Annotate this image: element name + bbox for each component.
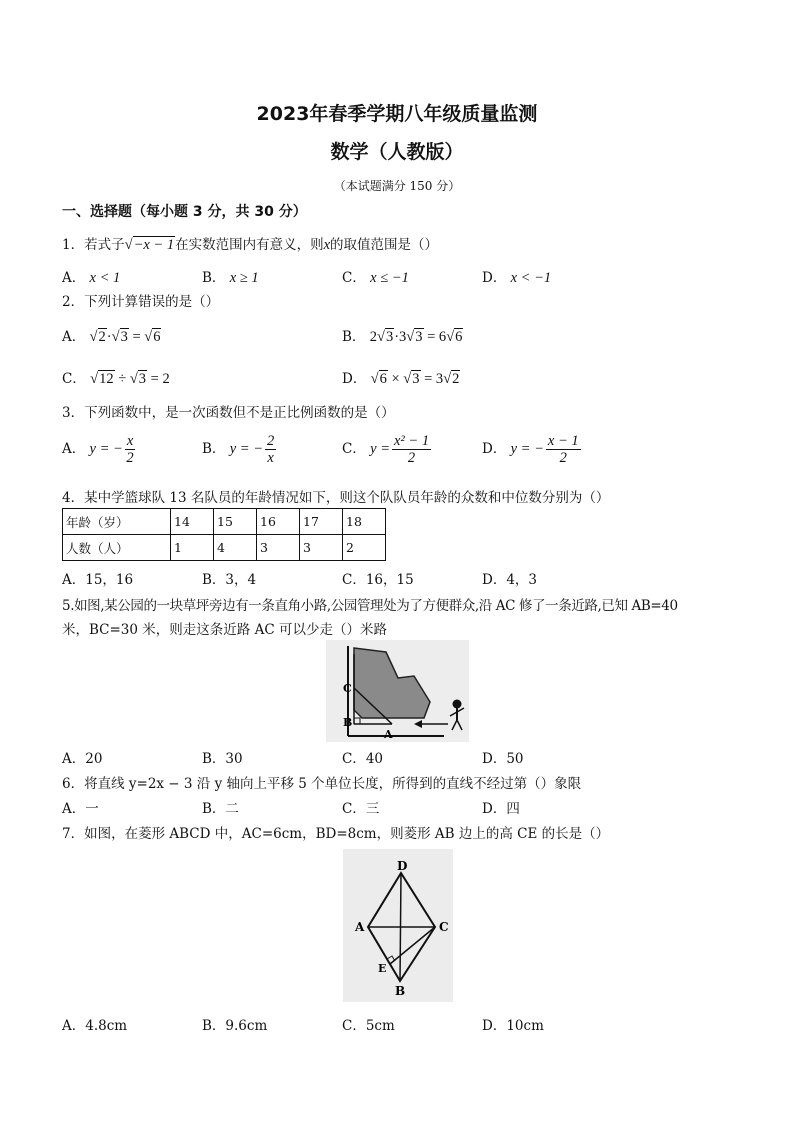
q2-d-eq: = 3 <box>420 371 444 387</box>
q1-var: x <box>323 237 331 253</box>
section-heading: 一、选择题（每小题 3 分，共 30 分） <box>62 204 307 220</box>
q2-c-eq: = 2 <box>147 371 170 387</box>
q1-b-value: x ≥ 1 <box>229 270 259 286</box>
question-1 <box>62 233 438 254</box>
q3-b-label: B． <box>202 441 226 457</box>
question-3: 3．下列函数中，是一次函数但不是正比例函数的是（） <box>62 405 395 421</box>
q1-pre: 1．若式子 <box>62 237 125 253</box>
q6-option-a[interactable]: A．一 <box>62 801 99 817</box>
q2-d-r3: 2 <box>452 371 460 387</box>
person-head-icon <box>453 700 462 709</box>
table-cell: 15 <box>214 509 257 535</box>
q4-option-d[interactable]: D．4，3 <box>482 572 538 588</box>
q2-a-r2: 3 <box>120 329 128 345</box>
q2-d-expr: √6 × √3 = 3√2 <box>370 371 460 387</box>
q3-d-num: x − 1 <box>547 433 579 449</box>
q3-c-den: 2 <box>407 450 416 466</box>
q2-c-r1: 12 <box>99 371 114 387</box>
q3-c-lhs: y = <box>370 441 390 457</box>
q1-option-a[interactable] <box>62 266 120 287</box>
label-e: E <box>378 962 387 975</box>
q3-c-num: x² − 1 <box>394 433 430 449</box>
q2-b-expr: 2√3·3√3 = 6√6 <box>369 329 463 345</box>
q3-b-den: x <box>267 450 274 466</box>
q7-option-c[interactable]: C．5cm <box>342 1018 395 1034</box>
q3-b-lhs: y = − <box>229 441 263 457</box>
q2-option-c[interactable] <box>62 367 170 388</box>
q3-b-frac <box>265 433 276 466</box>
q5-option-d[interactable]: D．50 <box>482 751 524 767</box>
q1-post2: 的取值范围是（） <box>330 237 439 253</box>
q5-option-a[interactable]: A．20 <box>62 751 103 767</box>
q1-radicand: −x − 1 <box>133 237 175 253</box>
q1-d-value: x < −1 <box>510 270 552 286</box>
table-cell: 人数（人） <box>63 535 171 561</box>
q2-c-label: C． <box>62 371 86 387</box>
page-title: 2023年春季学期八年级质量监测 <box>256 103 538 125</box>
q3-d-lhs: y = − <box>510 441 544 457</box>
q2-a-eq: = <box>132 329 145 345</box>
table-cell: 16 <box>257 509 300 535</box>
q3-option-d[interactable] <box>482 433 583 466</box>
label-a: A <box>355 920 365 934</box>
table-cell: 4 <box>214 535 257 561</box>
q3-d-frac <box>546 433 581 466</box>
q7-option-a[interactable]: A．4.8cm <box>62 1018 128 1034</box>
q1-option-d[interactable] <box>482 266 551 287</box>
q4-option-c[interactable]: C．16，15 <box>342 572 414 588</box>
q3-d-label: D． <box>482 441 507 457</box>
q3-a-label: A． <box>62 441 86 457</box>
q2-a-dot: · <box>106 329 112 345</box>
q2-b-eq: = 6 <box>423 329 447 345</box>
label-d: D <box>397 859 408 873</box>
q3-option-a[interactable] <box>62 433 137 466</box>
q2-a-r3: 6 <box>153 329 161 345</box>
table-cell: 17 <box>300 509 343 535</box>
label-b: B <box>343 716 353 729</box>
q2-d-label: D． <box>342 371 367 387</box>
q1-post: 在实数范围内有意义，则 <box>175 237 324 253</box>
q1-option-c[interactable] <box>342 266 409 287</box>
table-row <box>63 509 386 535</box>
q1-b-label: B． <box>202 270 226 286</box>
q2-b-c2: ·3 <box>394 329 407 345</box>
q6-option-b[interactable]: B．二 <box>202 801 239 817</box>
q2-b-r1: 3 <box>385 329 394 345</box>
q2-a-expr: √2·√3 = √6 <box>89 329 161 345</box>
table-cell: 3 <box>257 535 300 561</box>
question-4: 4．某中学篮球队 13 名队员的年龄情况如下，则这个队队员年龄的众数和中位数分别为（） <box>62 490 610 506</box>
q2-b-r2: 3 <box>415 329 423 345</box>
table-cell: 14 <box>171 509 214 535</box>
q2-d-op: × <box>387 371 404 387</box>
q4-option-a[interactable]: A．15，16 <box>62 572 134 588</box>
q3-c-label: C． <box>342 441 366 457</box>
q6-option-c[interactable]: C．三 <box>342 801 380 817</box>
q2-c-r2: 3 <box>138 371 147 387</box>
label-a: A <box>384 728 393 741</box>
q2-c-op: ÷ <box>114 371 130 387</box>
q5-option-b[interactable]: B．30 <box>202 751 243 767</box>
table-cell: 18 <box>343 509 386 535</box>
age-table <box>62 508 386 561</box>
q1-a-label: A． <box>62 270 86 286</box>
q4-option-b[interactable]: B．3，4 <box>202 572 257 588</box>
q7-option-d[interactable]: D．10cm <box>482 1018 544 1034</box>
q1-option-b[interactable] <box>202 266 259 287</box>
table-cell: 3 <box>300 535 343 561</box>
q3-c-frac <box>392 433 431 466</box>
q3-d-den: 2 <box>559 450 567 466</box>
q3-b-num: 2 <box>266 433 275 449</box>
q5-option-c[interactable]: C．40 <box>342 751 384 767</box>
q3-a-num: x <box>126 433 134 449</box>
table-cell: 年龄（岁） <box>63 509 171 535</box>
q7-option-b[interactable]: B．9.6cm <box>202 1018 268 1034</box>
question-5-line1: 5.如图,某公园的一块草坪旁边有一条直角小路,公园管理处为了方便群众,沿 AC 修了一条近路,已知 AB=40 <box>62 598 678 614</box>
q1-c-value: x ≤ −1 <box>370 270 409 286</box>
question-7: 7．如图，在菱形 ABCD 中，AC=6cm，BD=8cm，则菱形 AB 边上的高 CE 的长是（） <box>62 826 610 842</box>
rhombus-figure <box>343 849 453 1002</box>
question-2: 2．下列计算错误的是（） <box>62 294 220 310</box>
label-c: C <box>343 682 352 695</box>
q2-d-r2: 3 <box>412 371 420 387</box>
q3-a-frac <box>125 433 135 466</box>
question-5-line2: 米，BC=30 米，则走这条近路 AC 可以少走（）米路 <box>62 622 387 638</box>
q2-b-r3: 6 <box>455 329 463 345</box>
q1-c-label: C． <box>342 270 366 286</box>
q3-a-lhs: y = − <box>89 441 123 457</box>
question-6: 6．将直线 y=2x − 3 沿 y 轴向上平移 5 个单位长度，所得到的直线不经过第（）象限 <box>62 776 582 792</box>
q2-b-label: B． <box>342 329 366 345</box>
q2-d-r1: 6 <box>379 371 387 387</box>
q1-sqrt: √−x − 1 <box>124 237 175 253</box>
q6-option-d[interactable]: D．四 <box>482 801 520 817</box>
q2-b-c1: 2 <box>369 329 377 345</box>
q2-option-b[interactable] <box>342 325 463 346</box>
table-cell: 1 <box>171 535 214 561</box>
q2-c-expr: √12 ÷ √3 = 2 <box>90 371 170 387</box>
table-row <box>63 535 386 561</box>
q2-option-a[interactable] <box>62 325 161 346</box>
subject-title: 数学（人教版） <box>330 141 464 163</box>
q3-option-c[interactable] <box>342 433 433 466</box>
q3-option-b[interactable] <box>202 433 278 466</box>
q2-option-d[interactable] <box>342 367 460 388</box>
label-b: B <box>395 984 406 998</box>
label-c: C <box>439 920 449 934</box>
q1-a-value: x < 1 <box>89 270 121 286</box>
score-note: （本试题满分 150 分） <box>333 179 461 193</box>
q3-a-den: 2 <box>126 450 134 466</box>
q1-d-label: D． <box>482 270 507 286</box>
q2-a-label: A． <box>62 329 86 345</box>
table-cell: 2 <box>343 535 386 561</box>
park-figure <box>326 640 469 742</box>
q2-a-r1: 2 <box>98 329 106 345</box>
